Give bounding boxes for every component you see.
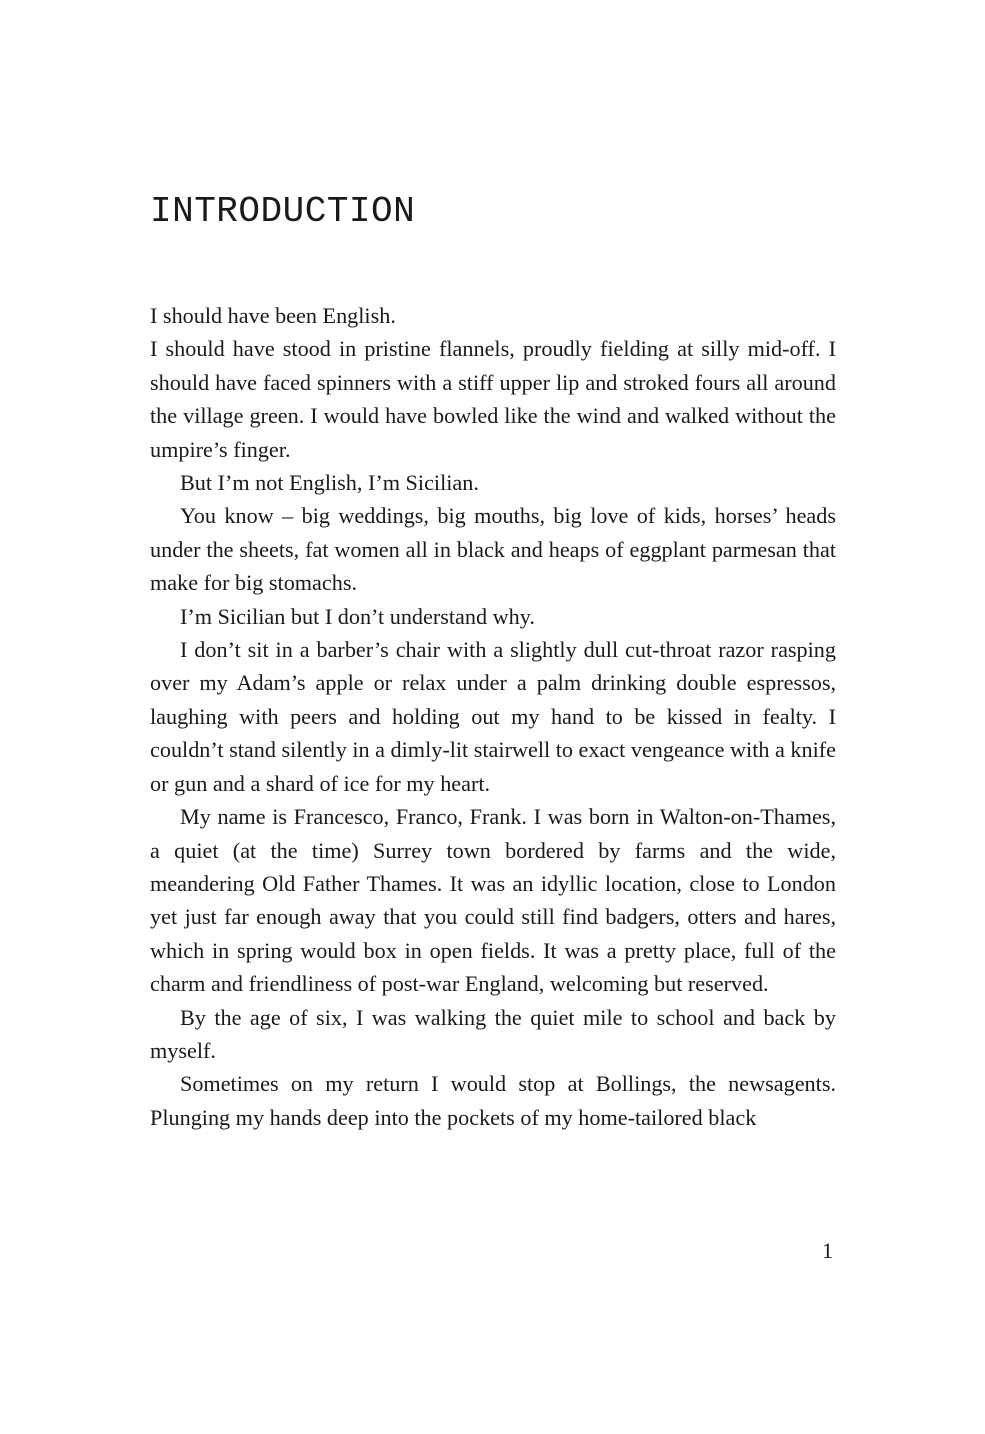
paragraph-2: I should have stood in pristine flannels, proudly fielding at silly mid-off. I should have faced spinners with a stiff upper lip and stroked fours all around the village green. I would have bowled like the wind and walked without the umpire’s finger. xyxy=(150,336,836,462)
body-text xyxy=(150,299,836,1134)
chapter-title: INTRODUCTION xyxy=(150,191,416,232)
paragraph-7: My name is Francesco, Franco, Frank. I was born in Walton-on-Thames, a quiet (at the time) Surrey town bordered by farms and the wide, meandering Old Father Thames. It was an idyllic location, close to London yet just far enough away that you could still find badgers, otters and hares, which in spring would box in open fields. It was a pretty place, full of the charm and friendliness of post-war England, welcoming but reserved. xyxy=(150,804,836,997)
paragraph-3: But I’m not English, I’m Sicilian. xyxy=(180,470,479,496)
paragraph-1: I should have been English. xyxy=(150,303,396,328)
paragraph-5: I’m Sicilian but I don’t understand why. xyxy=(180,603,535,629)
paragraph-6: I don’t sit in a barber’s chair with a slightly dull cut-throat razor rasping over my Adam’s apple or relax under a palm drinking double espressos, laughing with peers and holding out my hand to be kissed in fealty. I couldn’t stand silently in a dimly-lit stairwell to exact vengeance with a knife or gun and a shard of ice for my heart. xyxy=(150,637,836,796)
page-number: 1 xyxy=(822,1238,833,1263)
paragraph-4: You know – big weddings, big mouths, big love of kids, horses’ heads under the sheets, fat women all in black and heaps of eggplant parmesan that make for big stomachs. xyxy=(150,503,836,596)
paragraph-9: Sometimes on my return I would stop at Bollings, the newsagents. Plunging my hands deep into the pockets of my home-tailored black xyxy=(150,1071,836,1130)
paragraph-8: By the age of six, I was walking the quiet mile to school and back by myself. xyxy=(150,1004,836,1063)
